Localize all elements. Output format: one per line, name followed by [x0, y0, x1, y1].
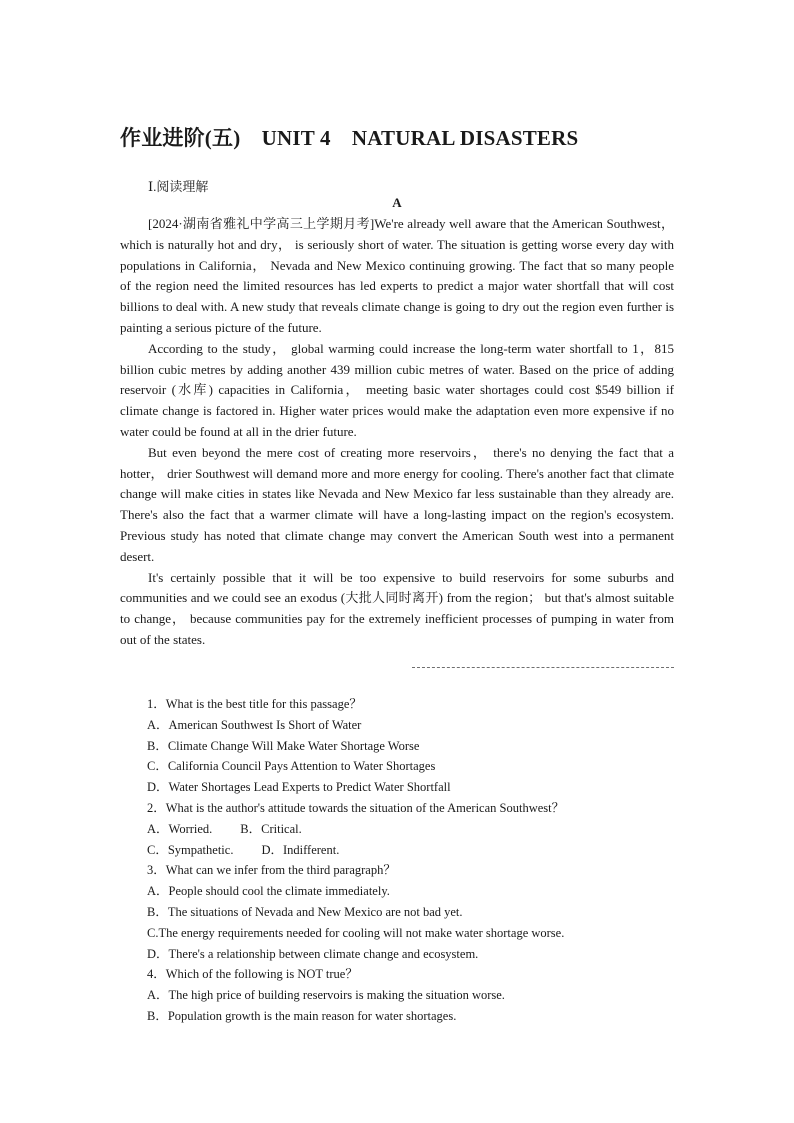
question-1-stem: 1．What is the best title for this passage？ — [147, 697, 362, 711]
paragraph-1: [2024·湖南省雅礼中学高三上学期月考]We're already well aware that the American Southwest， which is naturally hot and dry， is seriously short of water. The situation is getting worse every day with populations in California， Nevada and New Mexico continuing growing. The fact that so many people of the region need the limited resources has led experts to predict a major water shortfall that will cost billions to deal with. A new study that reveals climate change is going to dry out the region even further is painting a serious picture of the future. — [120, 216, 674, 335]
question-1-option-d: D．Water Shortages Lead Experts to Predict Water Shortfall — [147, 780, 451, 795]
question-3-option-b: B．The situations of Nevada and New Mexico are not bad yet. — [147, 904, 463, 919]
question-2-stem: 2．What is the author's attitude towards the situation of the American Southwest？ — [147, 800, 565, 815]
paragraph-4: It's certainly possible that it will be too expensive to build reservoirs for some suburbs and communities and we could see an exodus (大批人同时离开) from the region； but that's almost suitable to change， because communities pay for the extremely inefficient processes of pumping in water from out of the states. — [120, 569, 674, 647]
paragraph-3: But even beyond the mere cost of creating more reservoirs， there's no denying the fact that a hotter， drier Southwest will demand more and more energy for cooling. There's another fact that climate change will make cities in states like Nevada and New Mexico far less sustainable than they already are. There's also the fact that a warmer climate will have a long-lasting impact on the region's ecosystem. Previous study has noted that climate change may convert the American South west into a permanent desert. — [120, 444, 674, 564]
dashed-divider — [412, 667, 674, 668]
question-3-option-d: D．There's a relationship between climate change and ecosystem. — [147, 946, 479, 961]
paragraph-2: According to the study， global warming could increase the long-term water shortfall to 1，815 billion cubic metres by adding another 439 million cubic metres of water. Based on the price of adding reservoir (水库) capacities in California， meeting basic water shortages could cost $549 billion if climate change is factored in. Higher water prices would make the adaptation even more expensive if no water could be found at all in the drier future. — [120, 340, 674, 439]
question-2-option-b: B．Critical. — [240, 821, 302, 836]
question-3-option-a: A．People should cool the climate immediately. — [147, 884, 390, 899]
question-4-option-b: B．Population growth is the main reason for water shortages. — [147, 1008, 457, 1023]
page-title: 作业进阶(五) UNIT 4 NATURAL DISASTERS — [120, 126, 579, 150]
question-2-option-c: C．Sympathetic. — [147, 842, 234, 857]
question-3-option-c: C.The energy requirements needed for cooling will not make water shortage worse. — [147, 925, 565, 940]
reading-passage — [120, 214, 674, 651]
question-1-option-a: A．American Southwest Is Short of Water — [147, 717, 362, 732]
question-4-stem: 4．Which of the following is NOT true？ — [147, 967, 358, 982]
question-2-option-d: D．Indifferent. — [261, 842, 340, 857]
question-1-option-b: B．Climate Change Will Make Water Shortage Worse — [147, 738, 420, 753]
section-label: Ⅰ.阅读理解 — [148, 179, 209, 194]
question-2-options-cd — [147, 840, 707, 861]
question-1-option-c: C．California Council Pays Attention to Water Shortages — [147, 759, 436, 774]
question-2-option-a: A．Worried. — [147, 821, 213, 836]
question-2-options-ab — [147, 819, 707, 840]
question-4-option-a: A．The high price of building reservoirs is making the situation worse. — [147, 988, 505, 1003]
question-3-stem: 3．What can we infer from the third paragraph？ — [147, 863, 396, 878]
passage-label: A — [392, 195, 402, 210]
question-list — [147, 694, 707, 1027]
